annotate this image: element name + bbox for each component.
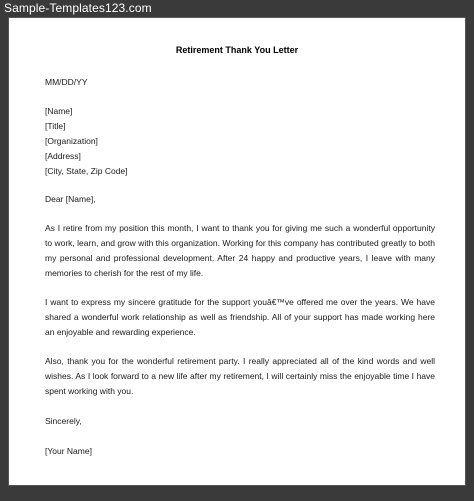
body-paragraph-3: Also, thank you for the wonderful retirement party. I really appreciated all of the kind words and well wishes. As I look forward to a new life after my retirement, I will certainly miss the enjoyable time I have spent working with you. [45, 356, 435, 396]
letter-date: MM/DD/YY [45, 77, 88, 87]
closing: Sincerely, [45, 416, 82, 426]
salutation: Dear [Name], [45, 194, 96, 204]
body-paragraph-2: I want to express my sincere gratitude for the support youâ€™ve offered me over the years. We have shared a wonderful work relationship as well as friendship. All of your support has made working here an enjoyable and rewarding experience. [45, 297, 435, 337]
recipient-city-state-zip: [City, State, Zip Code] [45, 166, 128, 176]
recipient-organization: [Organization] [45, 136, 98, 146]
body-paragraph-1: As I retire from my position this month, I want to thank you for giving me such a wonderful opportunity to work, learn, and grow with this organization. Working for this company has contributed greatly to both my personal and professional development. After 24 happy and productive years, I leave with many memories to cherish for the rest of my life. [45, 223, 435, 278]
watermark-text: Sample-Templates123.com [4, 1, 152, 15]
recipient-address: [Address] [45, 151, 81, 161]
letter-page [8, 17, 466, 486]
signature: [Your Name] [45, 446, 92, 456]
recipient-name: [Name] [45, 106, 73, 116]
recipient-title: [Title] [45, 121, 66, 131]
letter-title: Retirement Thank You Letter [175, 45, 299, 55]
